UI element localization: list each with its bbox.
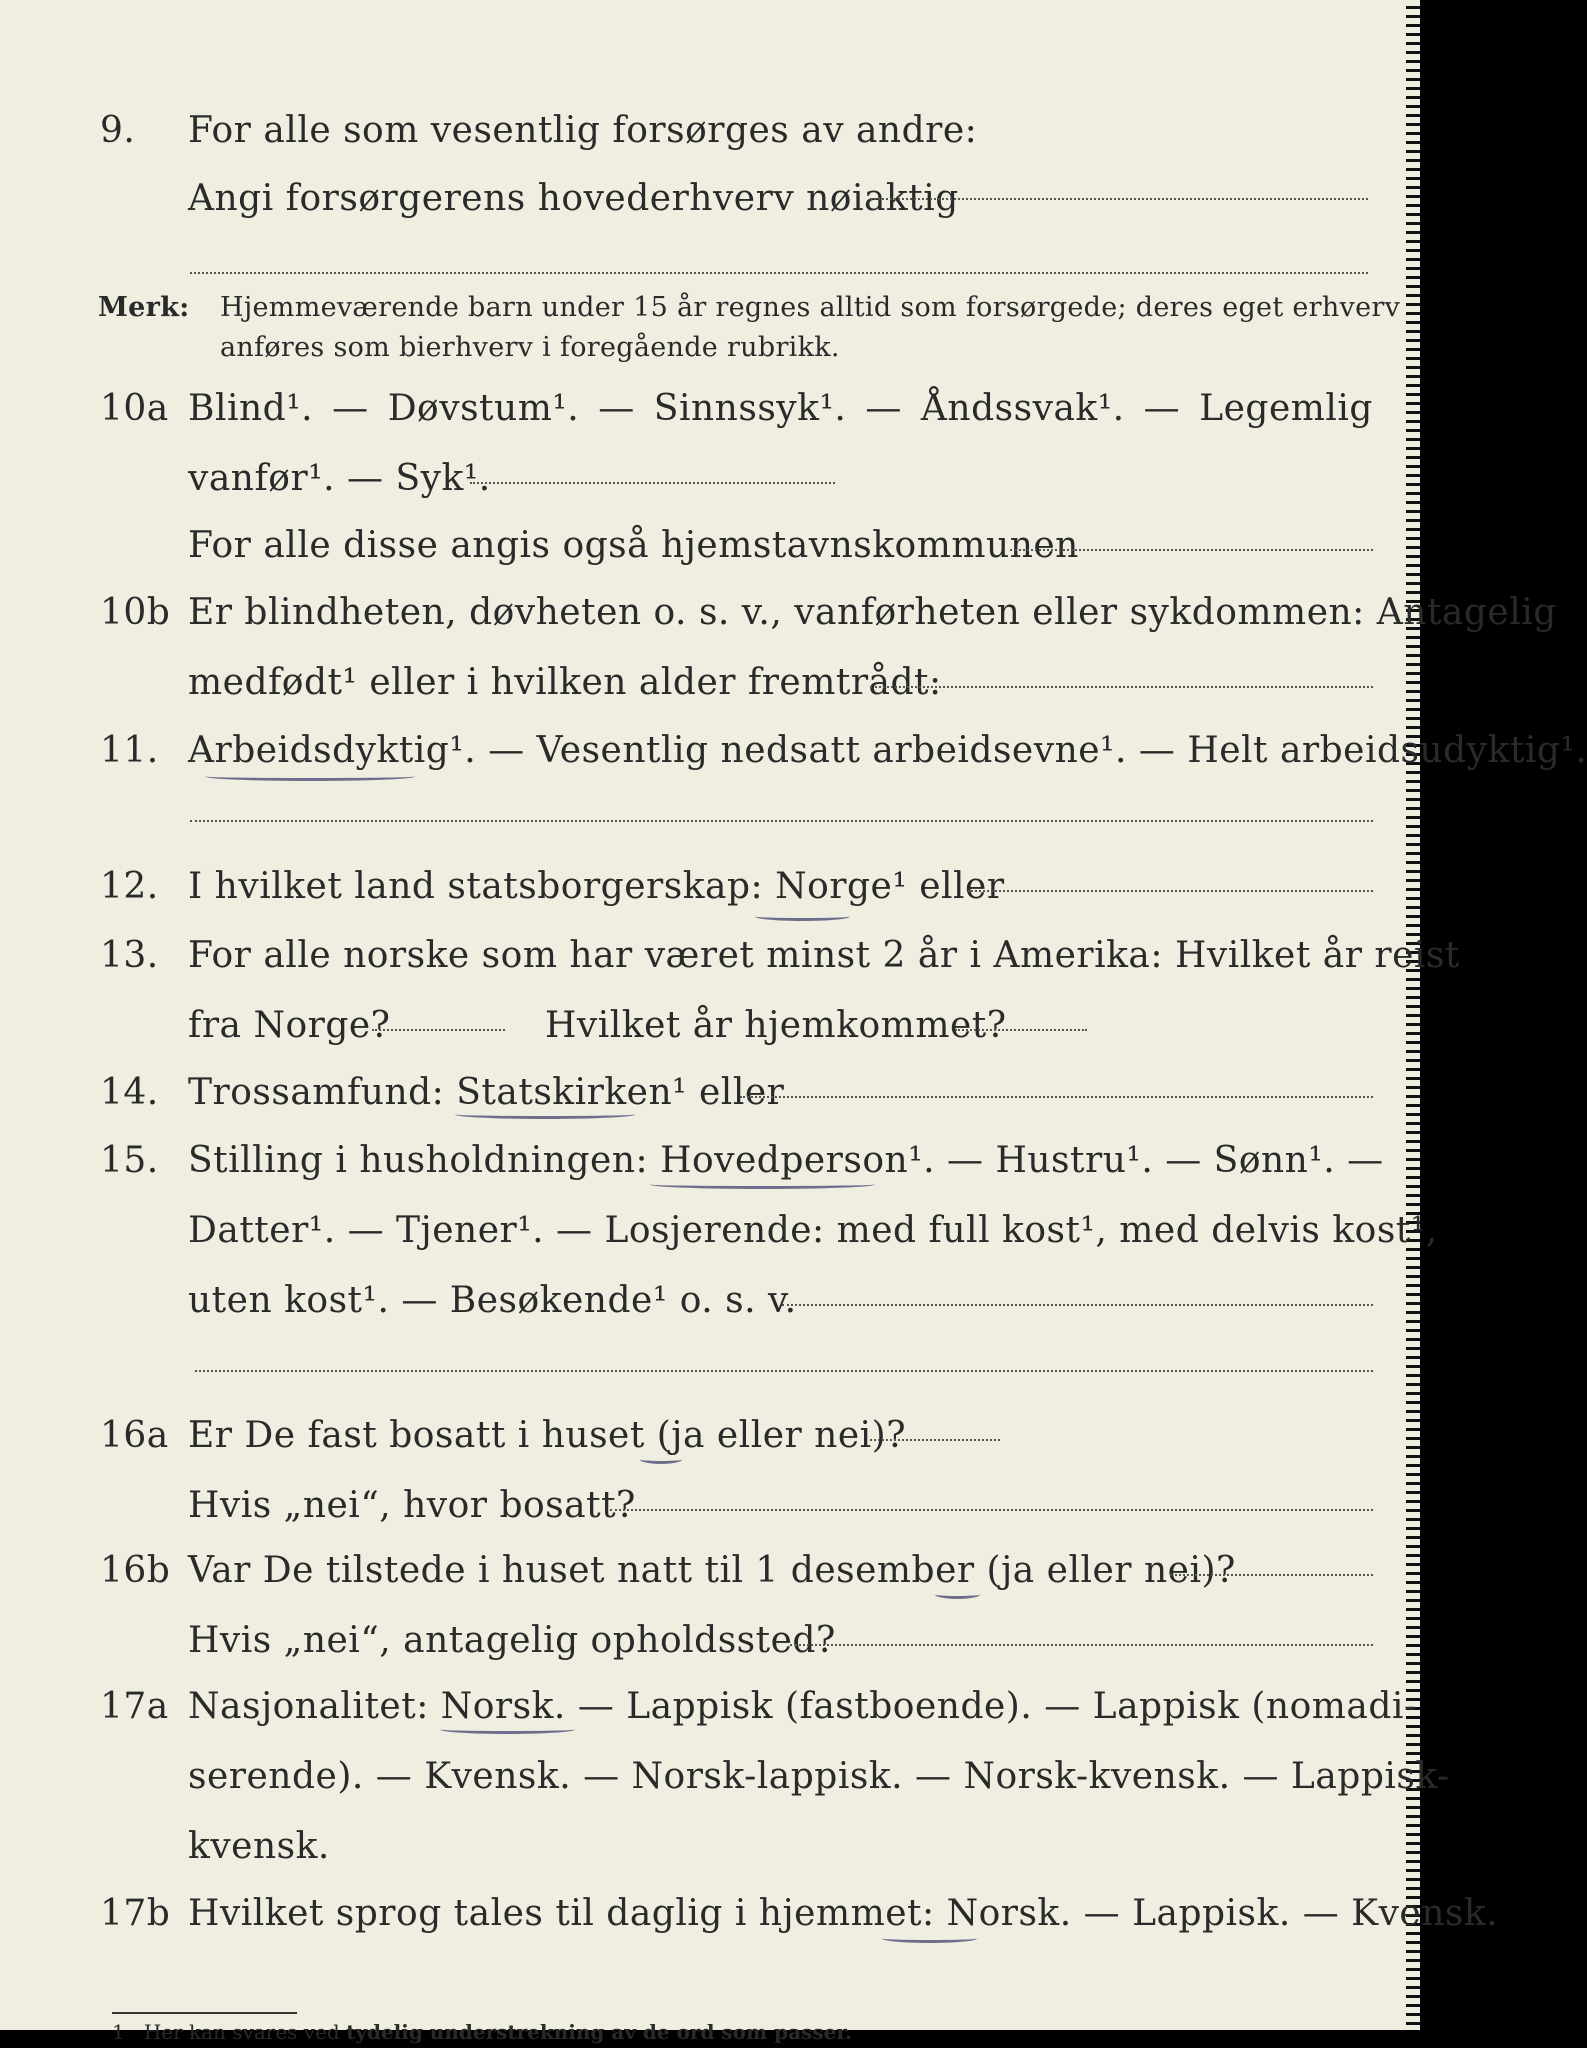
dash: — [1143, 388, 1181, 429]
question-text: Er blindheten, døvheten o. s. v., vanførheten eller sykdommen: Antagelig [188, 592, 1557, 633]
answer-line[interactable] [790, 1644, 1373, 1646]
question-number: 16b [100, 1550, 171, 1591]
answer-line[interactable] [195, 1370, 1373, 1372]
footnote-mark: 1 [112, 2020, 125, 2044]
question-text: Hvilket sprog tales til daglig i hjemmet: Norsk. — Lappisk. — Kvensk. [188, 1893, 1499, 1934]
answer-line[interactable] [1170, 1574, 1373, 1576]
underline-mark [205, 772, 415, 781]
question-text: Nasjonalitet: Norsk. — Lappisk (fastboende). — Lappisk (nomadi- [188, 1686, 1417, 1727]
option-sinnssyk: Sinnssyk¹. [653, 388, 847, 429]
question-text: Stilling i husholdningen: Hovedperson¹. — Hustru¹. — Sønn¹. — [188, 1140, 1384, 1181]
question-number: 10b [100, 592, 171, 633]
answer-line[interactable] [870, 1439, 1000, 1441]
underline-mark [755, 912, 850, 921]
option-andssvak: Åndssvak¹. [920, 388, 1125, 429]
option-dovstum: Døvstum¹. [387, 388, 580, 429]
question-number: 14. [100, 1072, 159, 1113]
option-blind: Blind¹. [188, 388, 314, 429]
question-text: serende). — Kvensk. — Norsk-lappisk. — Norsk-kvensk. — Lappisk- [188, 1756, 1450, 1797]
dash: — [865, 388, 902, 429]
note-text: anføres som bierhverv i foregående rubrikk. [220, 332, 840, 363]
question-text: Er De fast bosatt i huset (ja eller nei)? [188, 1415, 907, 1456]
answer-line[interactable] [190, 820, 1373, 822]
answer-line[interactable] [968, 890, 1373, 892]
note-text: Hjemmeværende barn under 15 år regnes alltid som forsørgede; deres eget erhverv [220, 292, 1401, 323]
question-number: 15. [100, 1140, 159, 1181]
question-number: 11. [100, 730, 159, 771]
question-number: 17a [100, 1686, 169, 1727]
question-text: vanfør¹. — Syk¹. [188, 458, 491, 499]
underline-mark [935, 1590, 980, 1599]
question-text: Datter¹. — Tjener¹. — Losjerende: med full kost¹, med delvis kost¹, [188, 1210, 1438, 1251]
answer-line[interactable] [782, 1304, 1373, 1306]
question-number: 12. [100, 866, 159, 907]
answer-line[interactable] [610, 1509, 1373, 1511]
question-number: 9. [100, 110, 136, 151]
answer-line[interactable] [870, 198, 1368, 200]
answer-line[interactable] [870, 686, 1373, 688]
underline-mark [440, 1725, 575, 1734]
question-text: kvensk. [188, 1826, 330, 1867]
underline-mark [455, 1110, 635, 1119]
underline-mark [650, 1180, 875, 1189]
question-text: For alle norske som har været minst 2 år i Amerika: Hvilket år reist [188, 935, 1460, 976]
question-text: Angi forsørgerens hovederhverv nøiaktig [188, 178, 959, 219]
footnote-text: Her kan svares ved [143, 2020, 340, 2044]
question-text: I hvilket land statsborgerskap: Norge¹ eller [188, 866, 1005, 907]
note-label-text: Merk: [98, 292, 190, 323]
answer-line[interactable] [190, 272, 1368, 274]
question-number: 17b [100, 1893, 171, 1934]
question-text: For alle som vesentlig forsørges av andre: [188, 110, 978, 151]
question-text: uten kost¹. — Besøkende¹ o. s. v. [188, 1280, 797, 1321]
question-text: Var De tilstede i huset natt til 1 desember (ja eller nei)? [188, 1550, 1236, 1591]
question-text: medfødt¹ eller i hvilken alder fremtrådt: [188, 662, 942, 703]
question-text: Trossamfund: Statskirken¹ eller [188, 1072, 785, 1113]
question-text: Hvis „nei“, hvor bosatt? [188, 1485, 636, 1526]
question-number: 10a [100, 388, 169, 429]
underline-mark [882, 1934, 977, 1943]
answer-line[interactable] [470, 482, 835, 484]
question-text: Arbeidsdyktig¹. — Vesentlig nedsatt arbeidsevne¹. — Helt arbeidsudyktig¹. [188, 730, 1587, 771]
note-label [98, 292, 189, 323]
question-number: 16a [100, 1415, 169, 1456]
answer-line[interactable] [740, 1096, 1373, 1098]
dash: — [598, 388, 635, 429]
option-legemlig: Legemlig [1199, 388, 1373, 429]
answer-line[interactable] [1010, 549, 1373, 551]
question-text: For alle disse angis også hjemstavnskommunen [188, 525, 1079, 566]
footnote-text-bold: tydelig understrekning av de ord som passer. [346, 2020, 852, 2044]
answer-line[interactable] [955, 1029, 1087, 1031]
question-text: Hvilket år hjemkommet? [545, 1005, 1007, 1046]
dash: — [332, 388, 369, 429]
question-number: 13. [100, 935, 159, 976]
footnote-divider [112, 2012, 297, 2014]
question-text: fra Norge? [188, 1005, 391, 1046]
footnote [112, 2020, 852, 2044]
question-text: Hvis „nei“, antagelig opholdssted? [188, 1620, 836, 1661]
underline-mark [640, 1455, 682, 1464]
answer-line[interactable] [372, 1029, 505, 1031]
